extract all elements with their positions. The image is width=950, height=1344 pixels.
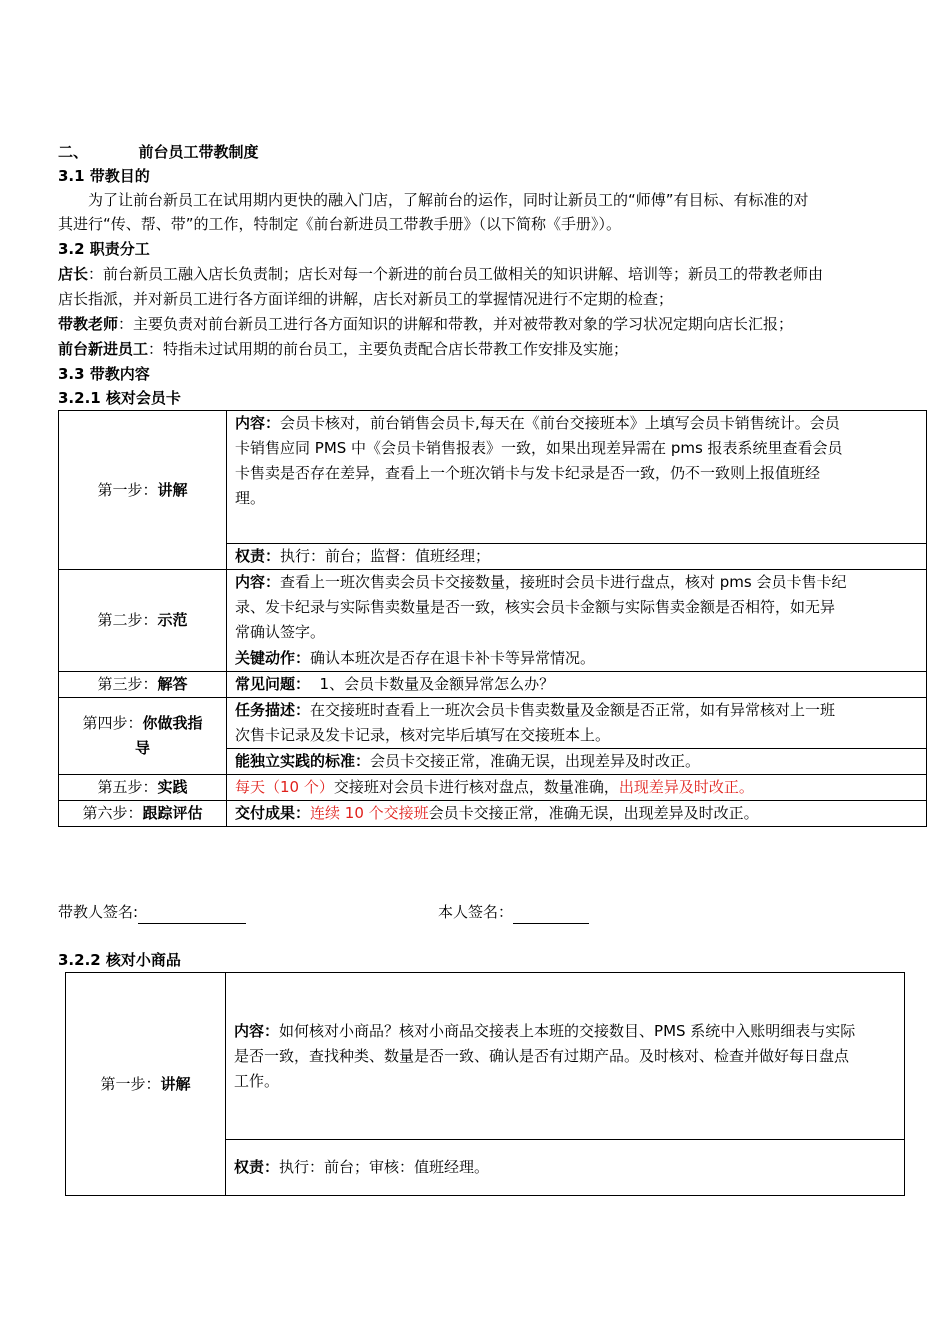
key-text: 确认本班次是否存在退卡补卡等异常情况。 <box>310 648 596 667</box>
step-prefix: 第二步： <box>97 610 158 629</box>
task-label: 任务描述： <box>235 700 311 719</box>
table-row <box>66 973 905 1140</box>
deliverable-highlight: 连续 10 个交接班 <box>310 803 429 822</box>
content-label: 内容： <box>235 573 281 591</box>
heading-3-2-2: 3.2.2 核对小商品 <box>58 951 181 969</box>
duty-cell <box>227 544 927 570</box>
heading-3-2-1: 3.2.1 核对会员卡 <box>58 389 181 407</box>
content-cell <box>227 411 927 544</box>
duty-label: 权责： <box>235 547 281 565</box>
heading-3-3: 3.3 带教内容 <box>58 365 150 383</box>
deliverable-text: 会员卡交接正常，准确无误，出现差异及时改正。 <box>428 803 759 822</box>
content-cell <box>227 570 927 646</box>
deliverable-label: 交付成果： <box>235 803 311 822</box>
content-text: 是否一致，查找种类、数量是否一致、确认是否有过期产品。及时核对、检查并做好每日盘点 <box>234 1046 850 1065</box>
step-prefix: 第五步： <box>97 777 158 796</box>
step-cell <box>66 973 226 1196</box>
step-name: 导 <box>134 738 150 757</box>
step-cell <box>59 570 227 672</box>
step-cell <box>59 411 227 570</box>
newbie-label: 前台新进员工 <box>58 340 149 358</box>
task-text: 在交接班时查看上一班次会员卡售卖数量及金额是否正常，如有异常核对上一班 <box>310 700 836 719</box>
step-name: 你做我指 <box>142 713 203 732</box>
table-row <box>59 570 927 646</box>
step-prefix: 第一步： <box>100 1074 161 1093</box>
self-signature-label: 本人签名： <box>438 903 514 921</box>
heading-3-1: 3.1 带教目的 <box>58 167 150 185</box>
step-name: 讲解 <box>157 480 188 499</box>
faq-cell <box>227 671 927 697</box>
table-row <box>59 411 927 544</box>
faq-text: 1、会员卡数量及金额异常怎么办？ <box>310 674 555 693</box>
mentor-text: ：主要负责对前台新员工进行各方面知识的讲解和带教，并对被带教对象的学习状况定期向店长汇报； <box>118 315 794 333</box>
content-text: 查看上一班次售卖会员卡交接数量，接班时会员卡进行盘点，核对 pms 会员卡售卡纪 <box>280 573 847 591</box>
content-text: 理。 <box>235 489 266 507</box>
duty-cell <box>226 1140 905 1196</box>
manager-label: 店长 <box>58 265 89 283</box>
step-prefix: 第三步： <box>97 674 158 693</box>
task-text: 次售卡记录及发卡记录，核对完毕后填写在交接班本上。 <box>235 725 611 744</box>
content-label: 内容： <box>234 1021 280 1040</box>
duty-label: 权责： <box>234 1158 280 1176</box>
manager-text-1: ：前台新员工融入店长负责制；店长对每一个新进的前台员工做相关的知识讲解、培训等；新员工的带教老师由 <box>88 265 824 283</box>
step-prefix: 第四步： <box>82 713 143 732</box>
section-number: 二、 <box>58 143 89 161</box>
step-name: 讲解 <box>160 1074 191 1093</box>
practice-highlight: 出现差异及时改正。 <box>618 777 754 796</box>
table-row <box>59 697 927 748</box>
self-signature <box>438 900 589 924</box>
step-cell <box>59 671 227 697</box>
purpose-line-1: 为了让前台新员工在试用期内更快的融入门店，了解前台的运作，同时让新员工的“师傅”有目标、有标准的对 <box>88 191 809 209</box>
content-text: 会员卡核对，前台销售会员卡,每天在《前台交接班本》上填写会员卡销售统计。会员 <box>280 414 840 432</box>
step-prefix: 第六步： <box>82 803 143 822</box>
self-signature-line[interactable] <box>513 907 589 924</box>
section-title: 前台员工带教制度 <box>138 143 259 161</box>
content-label: 内容： <box>235 414 281 432</box>
content-text: 工作。 <box>234 1071 280 1090</box>
key-action-cell <box>227 646 927 672</box>
step-name: 跟踪评估 <box>142 803 203 822</box>
standard-text: 会员卡交接正常，准确无误，出现差异及时改正。 <box>370 751 701 770</box>
heading-3-2: 3.2 职责分工 <box>58 240 150 258</box>
purpose-line-2: 其进行“传、帮、带”的工作，特制定《前台新进员工带教手册》（以下简称《手册》）。 <box>58 215 622 233</box>
practice-highlight: 每天（10 个） <box>235 777 334 796</box>
mentor-label: 带教老师 <box>58 315 119 333</box>
duty-text: 执行：前台；审核：值班经理。 <box>279 1158 490 1176</box>
table-row <box>59 800 927 826</box>
duty-text: 执行：前台；监督：值班经理； <box>280 547 491 565</box>
mentor-signature <box>58 900 246 924</box>
manager-line-1 <box>58 262 823 286</box>
table-row <box>59 671 927 697</box>
content-text: 常确认签字。 <box>235 623 326 641</box>
section-title-row <box>58 140 259 164</box>
content-text: 如何核对小商品？核对小商品交接表上本班的交接数目、PMS 系统中入账明细表与实际 <box>279 1021 856 1040</box>
practice-cell <box>227 774 927 800</box>
newbie-line <box>58 337 628 361</box>
standard-label: 能独立实践的标准： <box>235 751 371 770</box>
content-text: 录、发卡纪录与实际售卖数量是否一致，核实会员卡金额与实际售卖金额是否相符，如无异 <box>235 598 836 616</box>
content-text: 卡销售应同 PMS 中《会员卡销售报表》一致，如果出现差异需在 pms 报表系统里查看会员 <box>235 439 843 457</box>
standard-cell <box>227 748 927 774</box>
mentor-line <box>58 312 793 336</box>
step-name: 实践 <box>157 777 188 796</box>
deliverable-cell <box>227 800 927 826</box>
newbie-text: ：特指未过试用期的前台员工，主要负责配合店长带教工作安排及实施； <box>148 340 629 358</box>
table-row <box>59 774 927 800</box>
content-cell <box>226 973 905 1140</box>
small-goods-table <box>65 972 905 1196</box>
mentor-signature-label: 带教人签名: <box>58 903 139 921</box>
step-cell <box>59 774 227 800</box>
step-name: 解答 <box>157 674 188 693</box>
member-card-table <box>58 410 927 827</box>
step-prefix: 第一步： <box>97 480 158 499</box>
content-text: 卡售卖是否存在差异，查看上一个班次销卡与发卡纪录是否一致，仍不一致则上报值班经 <box>235 464 821 482</box>
task-cell <box>227 697 927 748</box>
step-cell <box>59 697 227 774</box>
key-label: 关键动作： <box>235 648 311 667</box>
manager-line-2: 店长指派，并对新员工进行各方面详细的讲解，店长对新员工的掌握情况进行不定期的检查； <box>58 290 674 308</box>
practice-text: 交接班对会员卡进行核对盘点，数量准确， <box>333 777 619 796</box>
step-cell <box>59 800 227 826</box>
mentor-signature-line[interactable] <box>138 907 246 924</box>
step-name: 示范 <box>157 610 188 629</box>
faq-label: 常见问题： <box>235 674 311 693</box>
